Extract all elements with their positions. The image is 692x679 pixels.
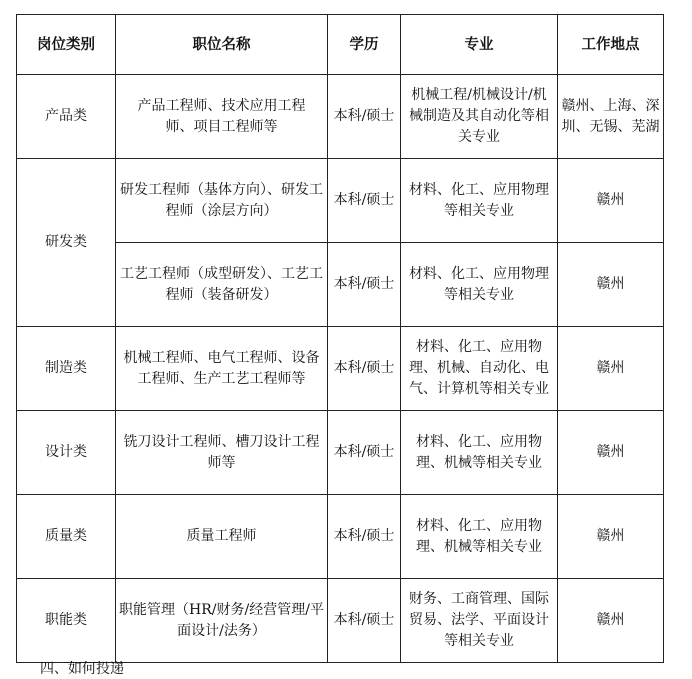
cell-location: 赣州 [558, 327, 664, 411]
cell-education: 本科/硕士 [328, 411, 401, 495]
table-row [17, 411, 664, 495]
cell-education: 本科/硕士 [328, 495, 401, 579]
cell-category: 产品类 [17, 75, 116, 159]
job-positions-table [16, 14, 664, 663]
cell-position: 工艺工程师（成型研发）、工艺工程师（装备研发） [116, 243, 328, 327]
cell-education: 本科/硕士 [328, 579, 401, 663]
cell-location: 赣州 [558, 411, 664, 495]
cell-category: 质量类 [17, 495, 116, 579]
cell-category: 设计类 [17, 411, 116, 495]
cell-location: 赣州、上海、深圳、无锡、芜湖 [558, 75, 664, 159]
cell-position: 产品工程师、技术应用工程师、项目工程师等 [116, 75, 328, 159]
cell-category: 研发类 [17, 159, 116, 327]
table-row [17, 75, 664, 159]
cell-location: 赣州 [558, 243, 664, 327]
table-header-row [17, 15, 664, 75]
header-major: 专业 [401, 15, 558, 75]
cell-position: 研发工程师（基体方向）、研发工程师（涂层方向） [116, 159, 328, 243]
table-row [17, 579, 664, 663]
cell-major: 材料、化工、应用物理、机械等相关专业 [401, 411, 558, 495]
table-row [17, 495, 664, 579]
header-position: 职位名称 [116, 15, 328, 75]
cell-location: 赣州 [558, 159, 664, 243]
cell-education: 本科/硕士 [328, 159, 401, 243]
header-location: 工作地点 [558, 15, 664, 75]
header-category: 岗位类别 [17, 15, 116, 75]
cell-major: 财务、工商管理、国际贸易、法学、平面设计等相关专业 [401, 579, 558, 663]
cell-location: 赣州 [558, 495, 664, 579]
cell-category: 制造类 [17, 327, 116, 411]
cell-position: 机械工程师、电气工程师、设备工程师、生产工艺工程师等 [116, 327, 328, 411]
cell-major: 机械工程/机械设计/机械制造及其自动化等相关专业 [401, 75, 558, 159]
cell-position: 铣刀设计工程师、槽刀设计工程师等 [116, 411, 328, 495]
cell-education: 本科/硕士 [328, 243, 401, 327]
header-education: 学历 [328, 15, 401, 75]
cell-location: 赣州 [558, 579, 664, 663]
cell-major: 材料、化工、应用物理、机械等相关专业 [401, 495, 558, 579]
cell-major: 材料、化工、应用物理等相关专业 [401, 159, 558, 243]
cell-major: 材料、化工、应用物理、机械、自动化、电气、计算机等相关专业 [401, 327, 558, 411]
cell-education: 本科/硕士 [328, 327, 401, 411]
cell-position: 职能管理（HR/财务/经营管理/平面设计/法务） [116, 579, 328, 663]
cell-major: 材料、化工、应用物理等相关专业 [401, 243, 558, 327]
cell-position: 质量工程师 [116, 495, 328, 579]
table-row [17, 327, 664, 411]
cell-education: 本科/硕士 [328, 75, 401, 159]
cell-category: 职能类 [17, 579, 116, 663]
section-heading: 四、如何投递 [40, 661, 124, 677]
table-row [17, 159, 664, 243]
